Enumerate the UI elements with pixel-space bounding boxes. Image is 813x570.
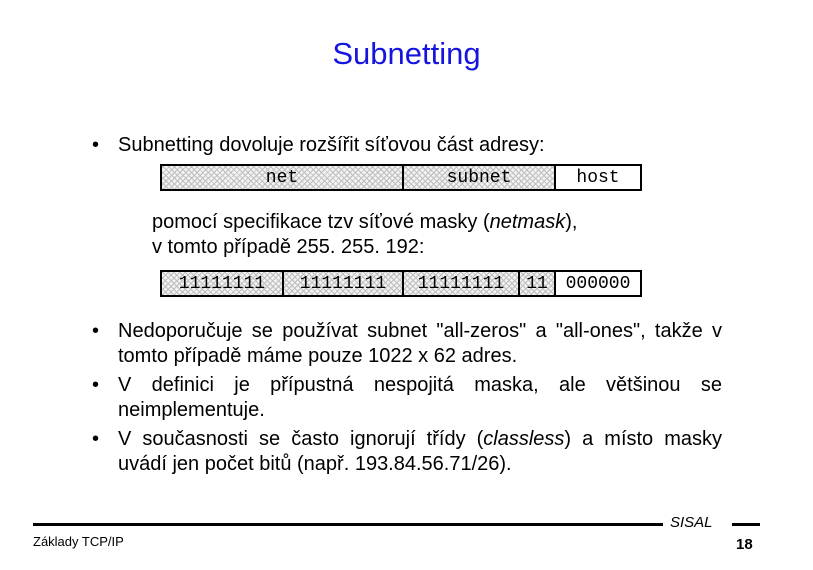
bullet-marker: •	[92, 320, 100, 342]
netmask-paragraph-line-2: v tomto případě 255. 255. 192:	[152, 236, 425, 258]
mask-octet-2: 11111111	[284, 272, 404, 295]
bullet-3-text: V definici je přípustná nespojitá maska, ale většinou se neimplementuje.	[118, 374, 722, 421]
bullet-1-text: Subnetting dovoluje rozšířit síťovou část adresy:	[118, 134, 545, 156]
bullet-4-text: V současnosti se často ignorují třídy (classless) a místo masky uvádí jen počet bitů (např. 193.84.56.71/26).	[118, 428, 723, 475]
footer-course-title: Základy TCP/IP	[33, 534, 124, 549]
bullet-2-text: Nedoporučuje se používat subnet "all-zeros" a "all-ones", takže v tomto případě máme pouze 1022 x 62 adres.	[118, 320, 722, 367]
host-segment: host	[556, 166, 640, 189]
mask-octet-3: 11111111	[404, 272, 520, 295]
bullet-marker: •	[92, 374, 100, 396]
mask-subnet-bits: 11	[520, 272, 556, 295]
footer-rule-left	[33, 523, 663, 526]
netmask-paragraph-line-1: pomocí specifikace tzv síťové masky (netmask),	[152, 211, 578, 233]
slide-title: Subnetting	[332, 36, 481, 71]
subnet-segment: subnet	[404, 166, 556, 189]
mask-host-bits: 000000	[556, 272, 640, 295]
page-number: 18	[736, 536, 753, 553]
footer-rule-right	[732, 523, 760, 526]
mask-octet-1: 11111111	[162, 272, 284, 295]
footer-brand: SISAL	[670, 514, 713, 531]
net-segment: net	[162, 166, 404, 189]
bullet-marker: •	[92, 428, 100, 450]
bullet-marker: •	[92, 134, 100, 156]
address-structure-bar	[160, 164, 642, 191]
netmask-bits-bar	[160, 270, 642, 297]
